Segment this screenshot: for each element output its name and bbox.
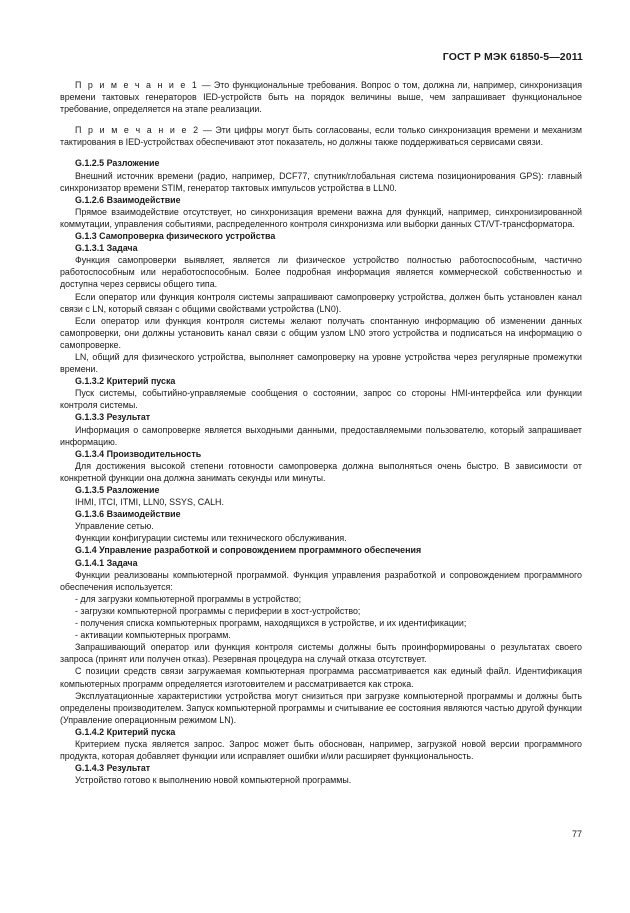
paragraph: IHMI, ITCI, ITMI, LLN0, SSYS, CALH.	[75, 497, 224, 508]
paragraph: Информация о самопроверке является выходными данными, предоставляемыми пользователю, который запрашивает информацию.	[60, 424, 582, 447]
note-2-label: П р и м е ч а н и е 2	[75, 125, 200, 136]
section-heading: G.1.2.5 Разложение	[75, 158, 160, 169]
paragraph: Функция самопроверки выявляет, является ли физическое устройство полностью работоспособным, частично работоспособным или неработоспособным. Более подробная информация является коммерческой собственностью и доступна через сервисы общего типа.	[60, 255, 582, 290]
paragraph: Для достижения высокой степени готовности самопроверка должна выполняться очень быстро. В зависимости от конкретной функции она должна занимать секунды или минуты.	[60, 460, 582, 483]
section-heading: G.1.4 Управление разработкой и сопровождением программного обеспечения	[75, 545, 422, 556]
note-2-text: — Эти цифры могут быть согласованы, если только синхронизация времени и механизм тактирования в IED-устройствах обеспечивают этот показатель, но должны также поддерживаться сервисами связи.	[60, 125, 582, 148]
section-heading: G.1.3.4 Производительность	[75, 448, 202, 459]
paragraph: Управление сетью.	[75, 521, 154, 532]
note-1-label: П р и м е ч а н и е 1	[75, 80, 199, 90]
paragraph: Функции реализованы компьютерной программой. Функция управления разработкой и сопровождением программного обеспечения используется:	[60, 569, 582, 592]
list-item: - загрузки компьютерной программы с периферии в хост-устройство;	[75, 605, 361, 616]
list-item: - активации компьютерных программ.	[75, 630, 231, 641]
section-heading: G.1.3 Самопроверка физического устройства	[75, 231, 276, 242]
section-heading: G.1.3.6 Взаимодействие	[75, 509, 181, 520]
section-heading: G.1.3.2 Критерий пуска	[75, 376, 176, 387]
note-1-text: — Это функциональные требования. Вопрос о том, должна ли, например, синхронизация времени тактовых генераторов IED-устройств быть на порядок величины выше, чем запрашивает функциональное требование, определяется на этапе реализации.	[60, 80, 583, 115]
section-heading: G.1.2.6 Взаимодействие	[75, 194, 181, 205]
note-2	[60, 124, 582, 148]
list-item: - получения списка компьютерных программ, находящихся в устройстве, и их идентификации;	[75, 618, 467, 629]
paragraph: Если оператор или функция контроля системы желают получать спонтанную информацию об изменении данных самопроверки, они должны установить канал связи с общим узлом LN0 этого устройства и подписаться на информацию о самопроверке.	[60, 315, 582, 350]
paragraph: Функции конфигурации системы или технического обслуживания.	[75, 533, 347, 544]
document-header: ГОСТ Р МЭК 61850-5—2011	[442, 51, 583, 63]
section-heading: G.1.4.2 Критерий пуска	[75, 726, 176, 737]
paragraph: LN, общий для физического устройства, выполняет самопроверку на уровне устройства через регулярные промежутки времени.	[60, 351, 582, 375]
paragraph: С позиции средств связи загружаемая компьютерная программа рассматривается как единый файл. Идентификация компьютерных программ определяется изготовителем и рассматривается как строка.	[60, 666, 582, 689]
paragraph: Прямое взаимодействие отсутствует, но синхронизация времени важна для функций, например, синхронизированной коммутации, управления событиями, распределенного контроля синхронизма или выборки данных CT/VT-трансформатора.	[60, 206, 582, 229]
section-heading: G.1.4.1 Задача	[75, 557, 138, 568]
section-heading: G.1.3.3 Результат	[75, 412, 151, 423]
paragraph: Если оператор или функция контроля системы запрашивают самопроверку устройства, должен быть установлен канал связи с LN, который связан с общими свойствами устройства (LN0).	[60, 291, 582, 314]
document-body	[60, 79, 582, 786]
paragraph: Эксплуатационные характеристики устройства могут снизиться при загрузке компьютерной программы и должны быть определены производителем. Запуск компьютерной программы и считывание ее состояния являются частью другой функции (Управление операционным режимом LN).	[60, 690, 582, 725]
paragraph: Внешний источник времени (радио, например, DCF77, спутник/глобальная система позиционирования GPS): главный синхронизатор времени STIM, генератор тактовых импульсов устройства в LLN0.	[60, 170, 582, 193]
page-number: 77	[571, 829, 582, 839]
paragraph: Пуск системы, событийно-управляемые сообщения о состоянии, запрос со стороны HMI-интерфейса или функции контроля системы.	[60, 388, 582, 411]
note-1	[60, 79, 582, 115]
section-heading: G.1.3.5 Разложение	[75, 485, 160, 495]
paragraph: Устройство готово к выполнению новой компьютерной программы.	[75, 775, 352, 786]
paragraph: Запрашивающий оператор или функция контроля системы должны быть проинформированы о результатах своего запроса (принят или получен отказ). Резервная процедура на случай отказа отсутствует.	[60, 642, 582, 665]
section-heading: G.1.4.3 Результат	[75, 763, 151, 774]
section-heading: G.1.3.1 Задача	[75, 243, 138, 254]
paragraph: Критерием пуска является запрос. Запрос может быть обоснован, например, загрузкой новой версии программного продукта, которая добавляет функции или исправляет ошибки и/или расширяет функциональность.	[60, 738, 582, 762]
list-item: - для загрузки компьютерной программы в устройство;	[75, 593, 302, 604]
